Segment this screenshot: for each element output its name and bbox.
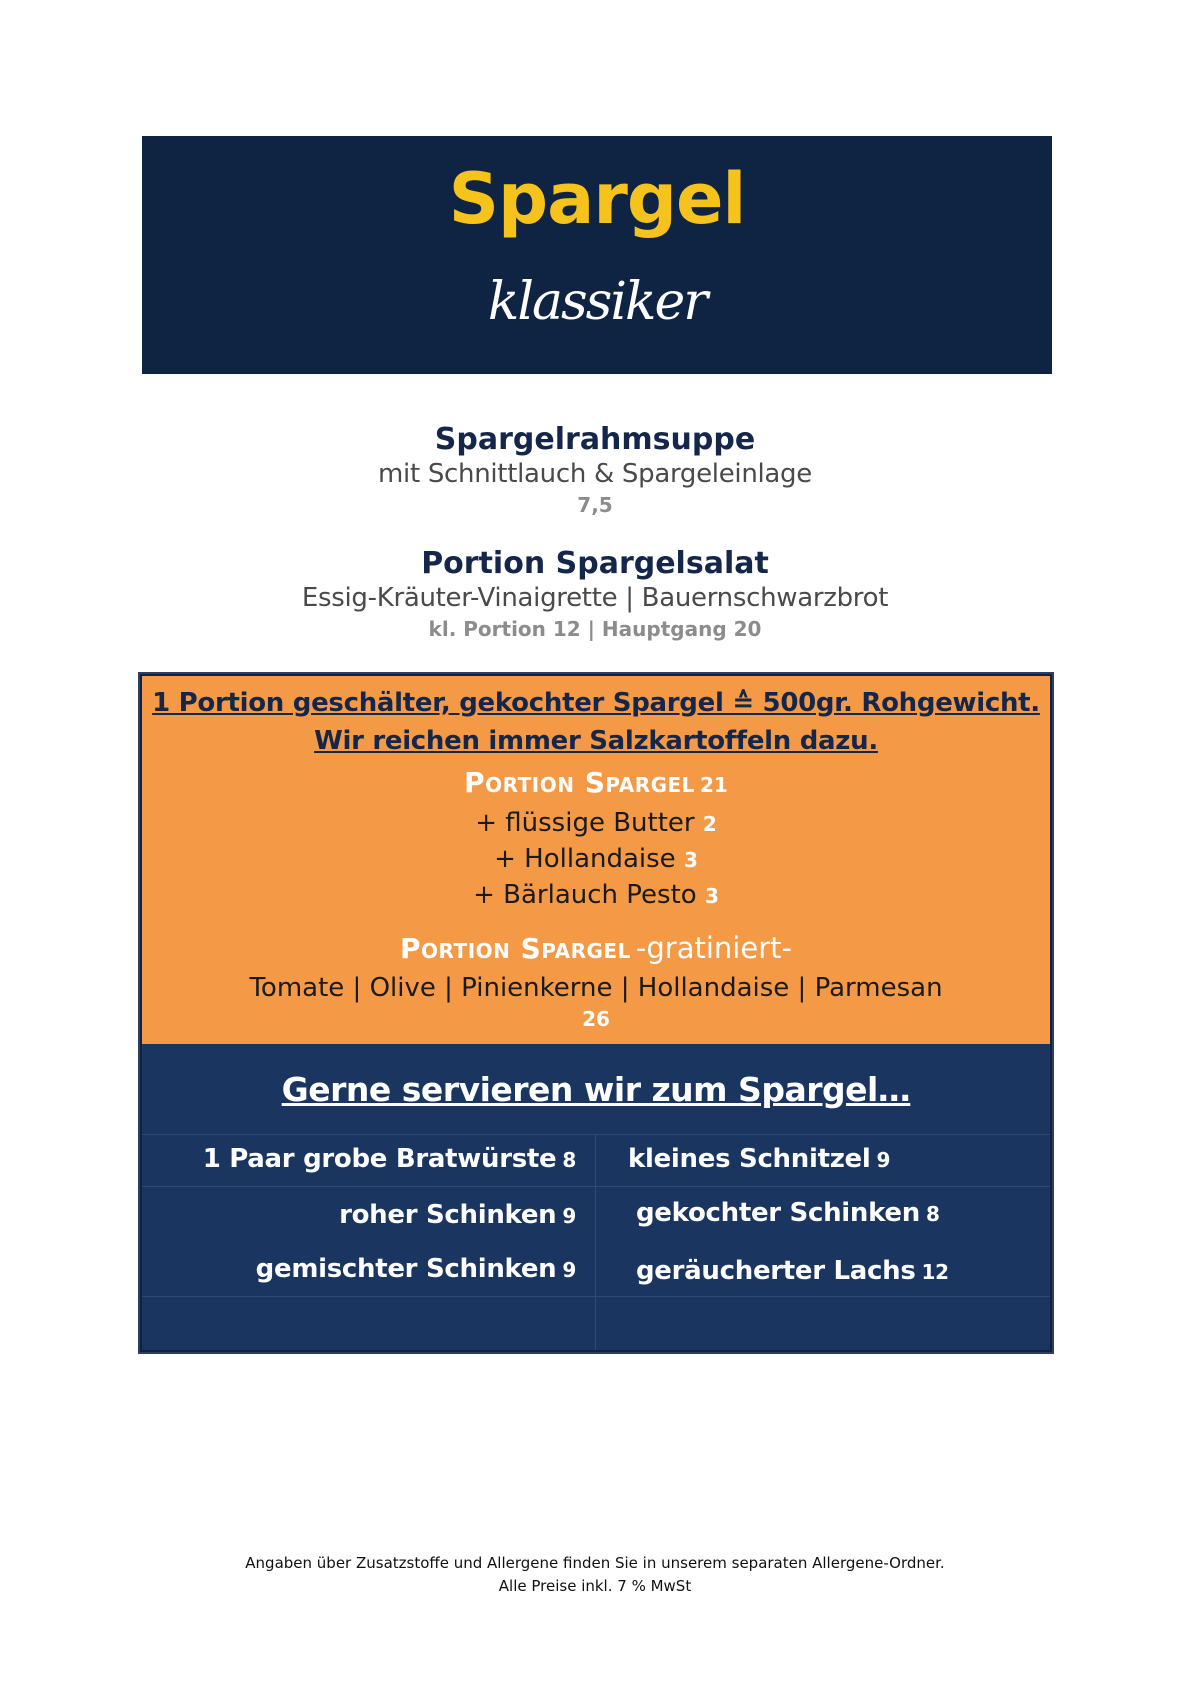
extra-item <box>142 878 1050 914</box>
side-item-label: kleines Schnitzel <box>628 1144 871 1174</box>
side-item-price: 8 <box>925 1202 940 1226</box>
side-item-price: 8 <box>562 1148 576 1172</box>
side-item-label: gekochter Schinken <box>636 1198 920 1228</box>
extra-price: 3 <box>704 884 719 908</box>
extra-label: + Bärlauch Pesto <box>473 880 697 910</box>
side-item <box>628 1144 890 1174</box>
footer-allergen-note: Angaben über Zusatzstoffe und Allergene finden Sie in unserem separaten Allergene-Ordner. <box>245 1554 945 1572</box>
footer <box>0 1552 1190 1598</box>
side-item <box>339 1200 576 1230</box>
gratiniert-name: Portion Spargel <box>400 932 631 965</box>
extra-item <box>142 842 1050 878</box>
extra-price: 2 <box>702 812 717 836</box>
portion-notice <box>142 684 1050 760</box>
side-item-label: roher Schinken <box>339 1200 557 1230</box>
side-item <box>636 1198 940 1228</box>
dish-description: mit Schnittlauch & Spargeleinlage <box>378 459 812 489</box>
extra-item <box>142 806 1050 842</box>
dish-price: kl. Portion 12 | Hauptgang 20 <box>428 616 762 641</box>
dish-name: Spargelrahmsuppe <box>434 422 756 457</box>
column-divider <box>595 1134 596 1350</box>
side-item-label: 1 Paar grobe Bratwürste <box>202 1144 557 1174</box>
side-item-price: 9 <box>876 1148 891 1172</box>
side-item-price: 9 <box>562 1258 576 1282</box>
side-item-price: 12 <box>921 1260 949 1284</box>
extra-label: + Hollandaise <box>494 844 676 874</box>
portion-gratiniert <box>142 930 1050 971</box>
divider <box>142 1134 1050 1135</box>
extra-label: + flüssige Butter <box>475 808 695 838</box>
notice-line-2: Wir reichen immer Salzkartoffeln dazu. <box>314 726 878 756</box>
gratiniert-toppings: Tomate | Olive | Pinienkerne | Hollandaise | Parmesan <box>249 973 943 1003</box>
side-item <box>203 1144 576 1174</box>
side-item-price: 9 <box>562 1204 576 1228</box>
divider <box>142 1296 1050 1297</box>
portion-price: 21 <box>700 773 728 797</box>
page-subtitle: klassiker <box>487 272 707 332</box>
dish-price: 7,5 <box>577 492 613 517</box>
divider <box>142 1186 1050 1187</box>
dish-soup <box>0 422 1190 519</box>
page-title: Spargel <box>448 158 746 240</box>
dish-salad <box>0 546 1190 643</box>
footer-tax-note: Alle Preise inkl. 7 % MwSt <box>498 1577 692 1595</box>
extra-price: 3 <box>683 848 698 872</box>
portion-section <box>142 676 1050 1044</box>
portion-name: Portion Spargel <box>464 766 695 799</box>
side-item <box>256 1254 576 1284</box>
side-item-label: geräucherter Lachs <box>636 1256 916 1286</box>
spargel-box <box>138 672 1054 1354</box>
dish-description: Essig-Kräuter-Vinaigrette | Bauernschwarzbrot <box>301 583 889 613</box>
serve-title: Gerne servieren wir zum Spargel… <box>281 1070 911 1109</box>
dish-name: Portion Spargelsalat <box>421 546 769 581</box>
side-item <box>636 1256 949 1286</box>
notice-line-1: 1 Portion geschälter, gekochter Spargel ≙ 500gr. Rohgewicht. <box>152 688 1040 718</box>
side-item-label: gemischter Schinken <box>255 1254 557 1284</box>
gratiniert-suffix: -gratiniert- <box>635 931 792 965</box>
gratiniert-price: 26 <box>582 1007 610 1031</box>
portion-spargel <box>142 764 1050 806</box>
serve-section <box>142 1044 1050 1350</box>
header-banner <box>142 136 1052 374</box>
